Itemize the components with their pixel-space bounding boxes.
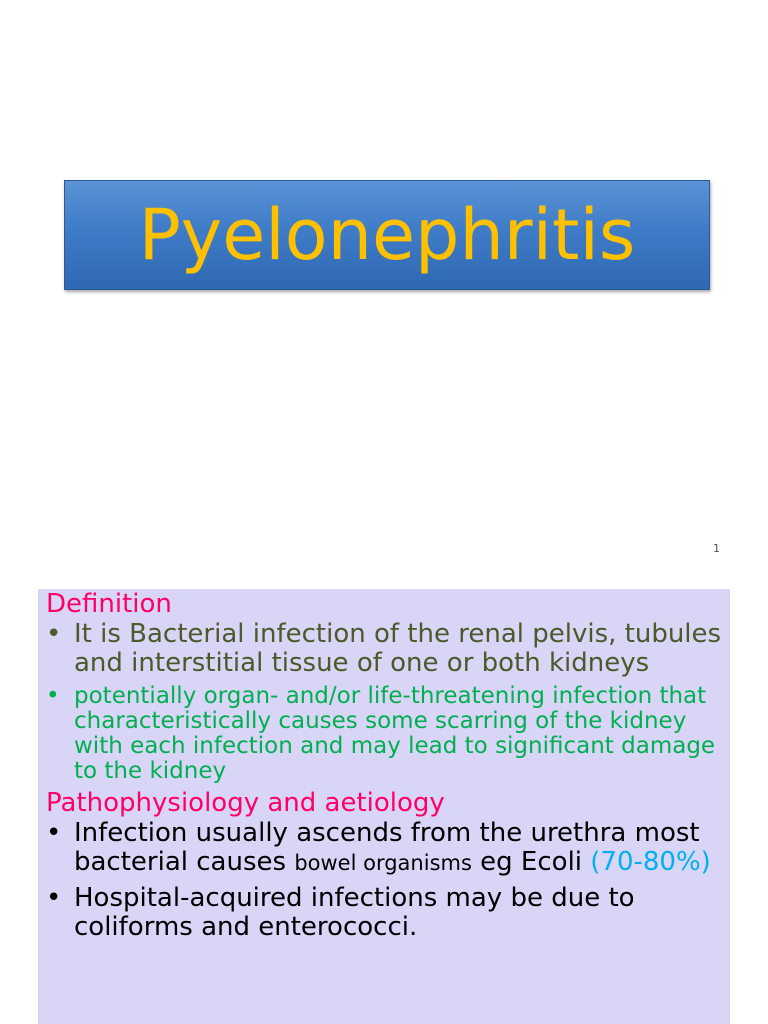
patho-text-percentage: (70-80%) xyxy=(590,847,711,877)
patho-text-part2: bowel organisms xyxy=(294,851,472,875)
definition-text: It is Bacterial infection of the renal pelvis, tubules and interstitial tissue of one or both kidneys xyxy=(74,619,722,678)
list-item xyxy=(46,819,730,878)
page-number: 1 xyxy=(713,542,720,555)
bullet-icon: • xyxy=(46,683,60,709)
bullet-icon: • xyxy=(46,818,62,848)
title-banner xyxy=(64,180,710,290)
patho-text-hospital: Hospital-acquired infections may be due to coliforms and enterococci. xyxy=(74,883,635,942)
bullet-icon: • xyxy=(46,883,62,913)
definition-detail-text: potentially organ- and/or life-threatening infection that characteristically causes some scarring of the kidney with each infection and may lead to significant damage to the kidney xyxy=(74,683,716,784)
patho-text-part3: eg Ecoli xyxy=(471,847,591,877)
patho-text-part1: Infection usually ascends from the urethra most bacterial causes xyxy=(74,818,700,877)
list-item xyxy=(46,884,730,942)
definition-heading: Definition xyxy=(46,589,172,619)
slide-title: Pyelonephritis xyxy=(138,194,636,276)
definition-list xyxy=(46,620,730,784)
list-item xyxy=(46,684,730,784)
pathophysiology-list xyxy=(46,819,730,942)
content-slide xyxy=(38,589,730,1024)
pathophysiology-heading: Pathophysiology and aetiology xyxy=(46,788,445,818)
slide-content xyxy=(46,589,730,948)
bullet-icon: • xyxy=(46,619,62,649)
list-item xyxy=(46,620,730,678)
